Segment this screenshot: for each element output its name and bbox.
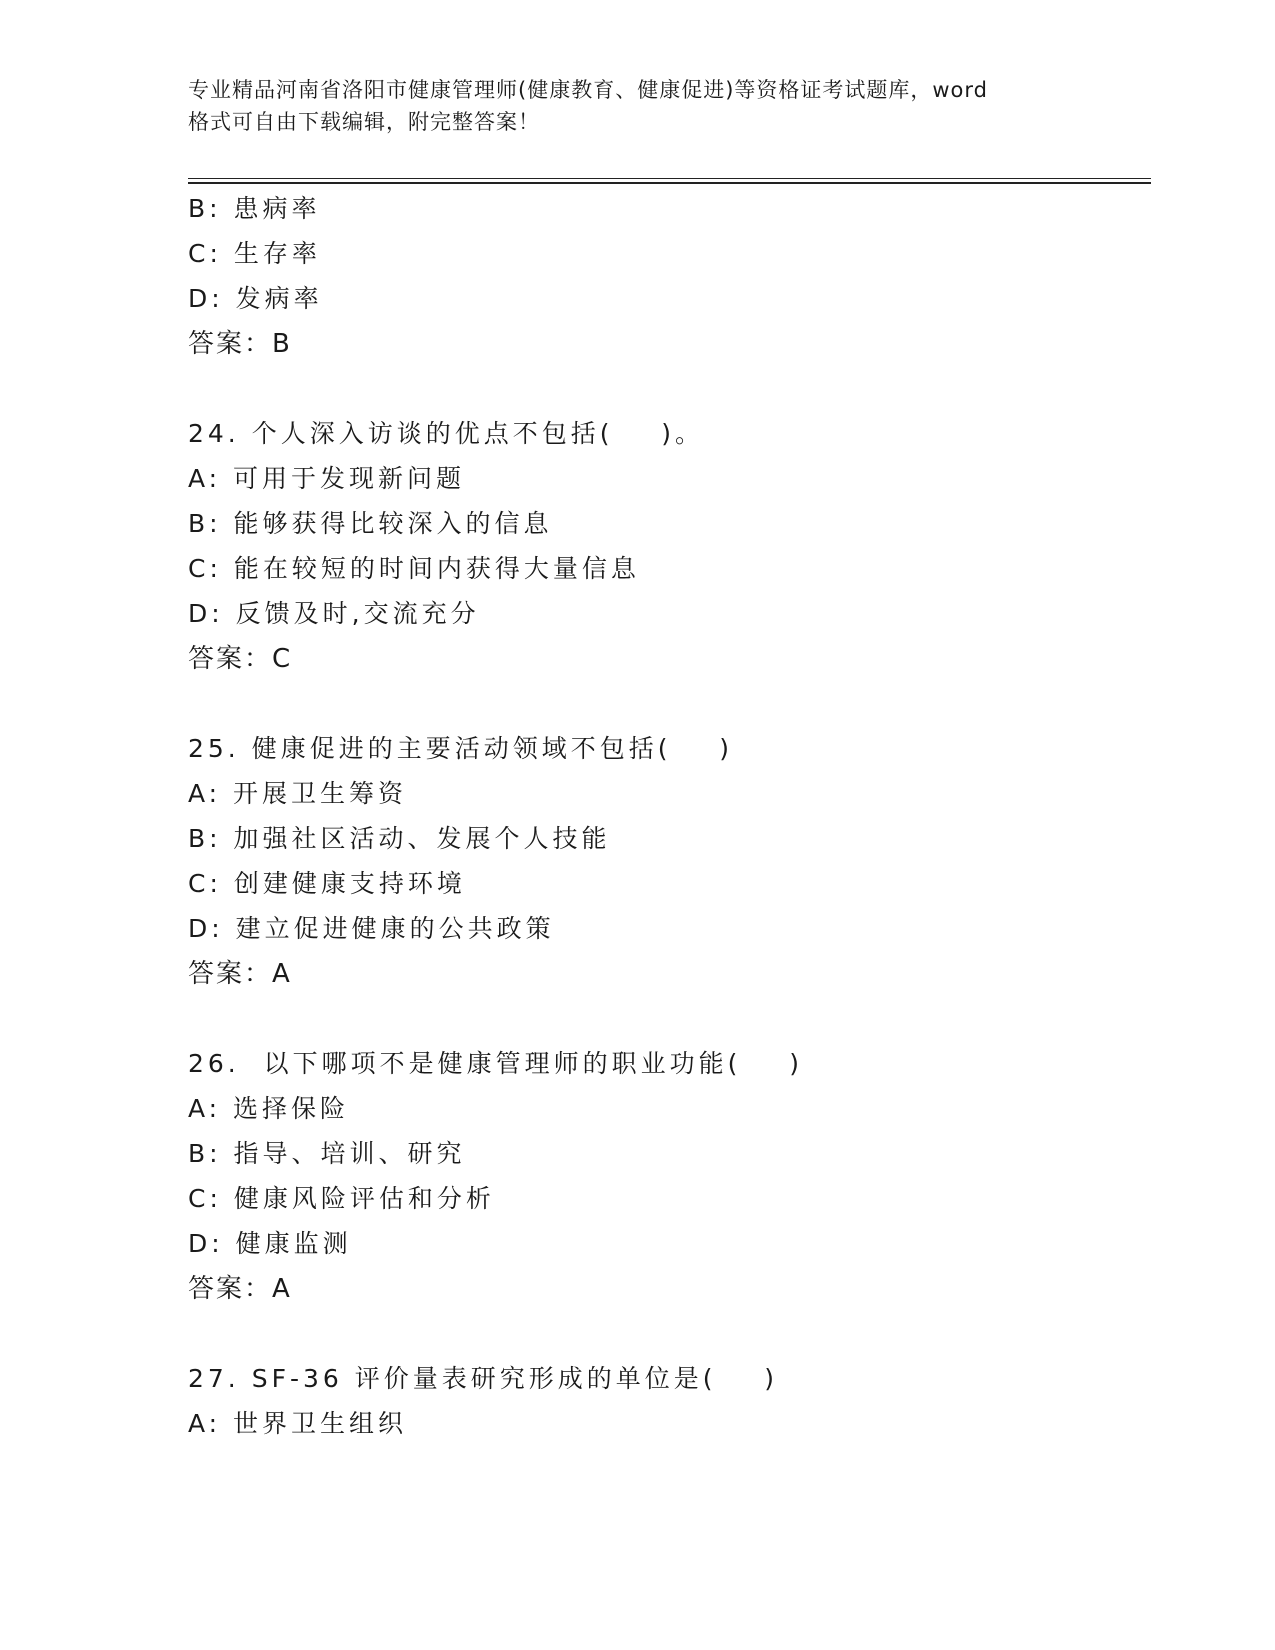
q26-option-a: A: 选择保险 [188, 1094, 350, 1123]
q25-option-c: C: 创建健康支持环境 [188, 869, 466, 898]
q26-option-c: C: 健康风险评估和分析 [188, 1184, 495, 1213]
q25-question: 25. 健康促进的主要活动领域不包括( ) [188, 734, 734, 763]
q27-question: 27. SF-36 评价量表研究形成的单位是( ) [188, 1364, 779, 1393]
q23-option-d: D: 发病率 [188, 284, 323, 313]
q23-answer: 答案：B [188, 329, 292, 359]
q26-question: 26. 以下哪项不是健康管理师的职业功能( ) [188, 1049, 803, 1078]
q25-option-d: D: 建立促进健康的公共政策 [188, 914, 555, 943]
q27-option-a: A: 世界卫生组织 [188, 1409, 408, 1438]
q24-question: 24. 个人深入访谈的优点不包括( )。 [188, 419, 705, 448]
header-line-2: 格式可自由下载编辑，附完整答案！ [188, 110, 540, 134]
q23-option-c: C: 生存率 [188, 239, 321, 268]
q26-answer: 答案：A [188, 1274, 292, 1304]
q24-option-b: B: 能够获得比较深入的信息 [188, 509, 553, 538]
header-divider-thick [188, 182, 1151, 184]
q25-option-a: A: 开展卫生筹资 [188, 779, 408, 808]
document-header [188, 74, 1088, 138]
q24-option-c: C: 能在较短的时间内获得大量信息 [188, 554, 640, 583]
q24-option-a: A: 可用于发现新问题 [188, 464, 466, 493]
q26-option-d: D: 健康监测 [188, 1229, 352, 1258]
q23-option-b: B: 患病率 [188, 194, 321, 223]
q25-answer: 答案：A [188, 959, 292, 989]
q26-option-b: B: 指导、培训、研究 [188, 1139, 466, 1168]
q24-answer: 答案：C [188, 644, 293, 674]
header-line-1: 专业精品河南省洛阳市健康管理师(健康教育、健康促进)等资格证考试题库，word [188, 78, 989, 102]
q25-option-b: B: 加强社区活动、发展个人技能 [188, 824, 611, 853]
header-divider-thin [188, 178, 1151, 179]
q24-option-d: D: 反馈及时,交流充分 [188, 599, 480, 628]
